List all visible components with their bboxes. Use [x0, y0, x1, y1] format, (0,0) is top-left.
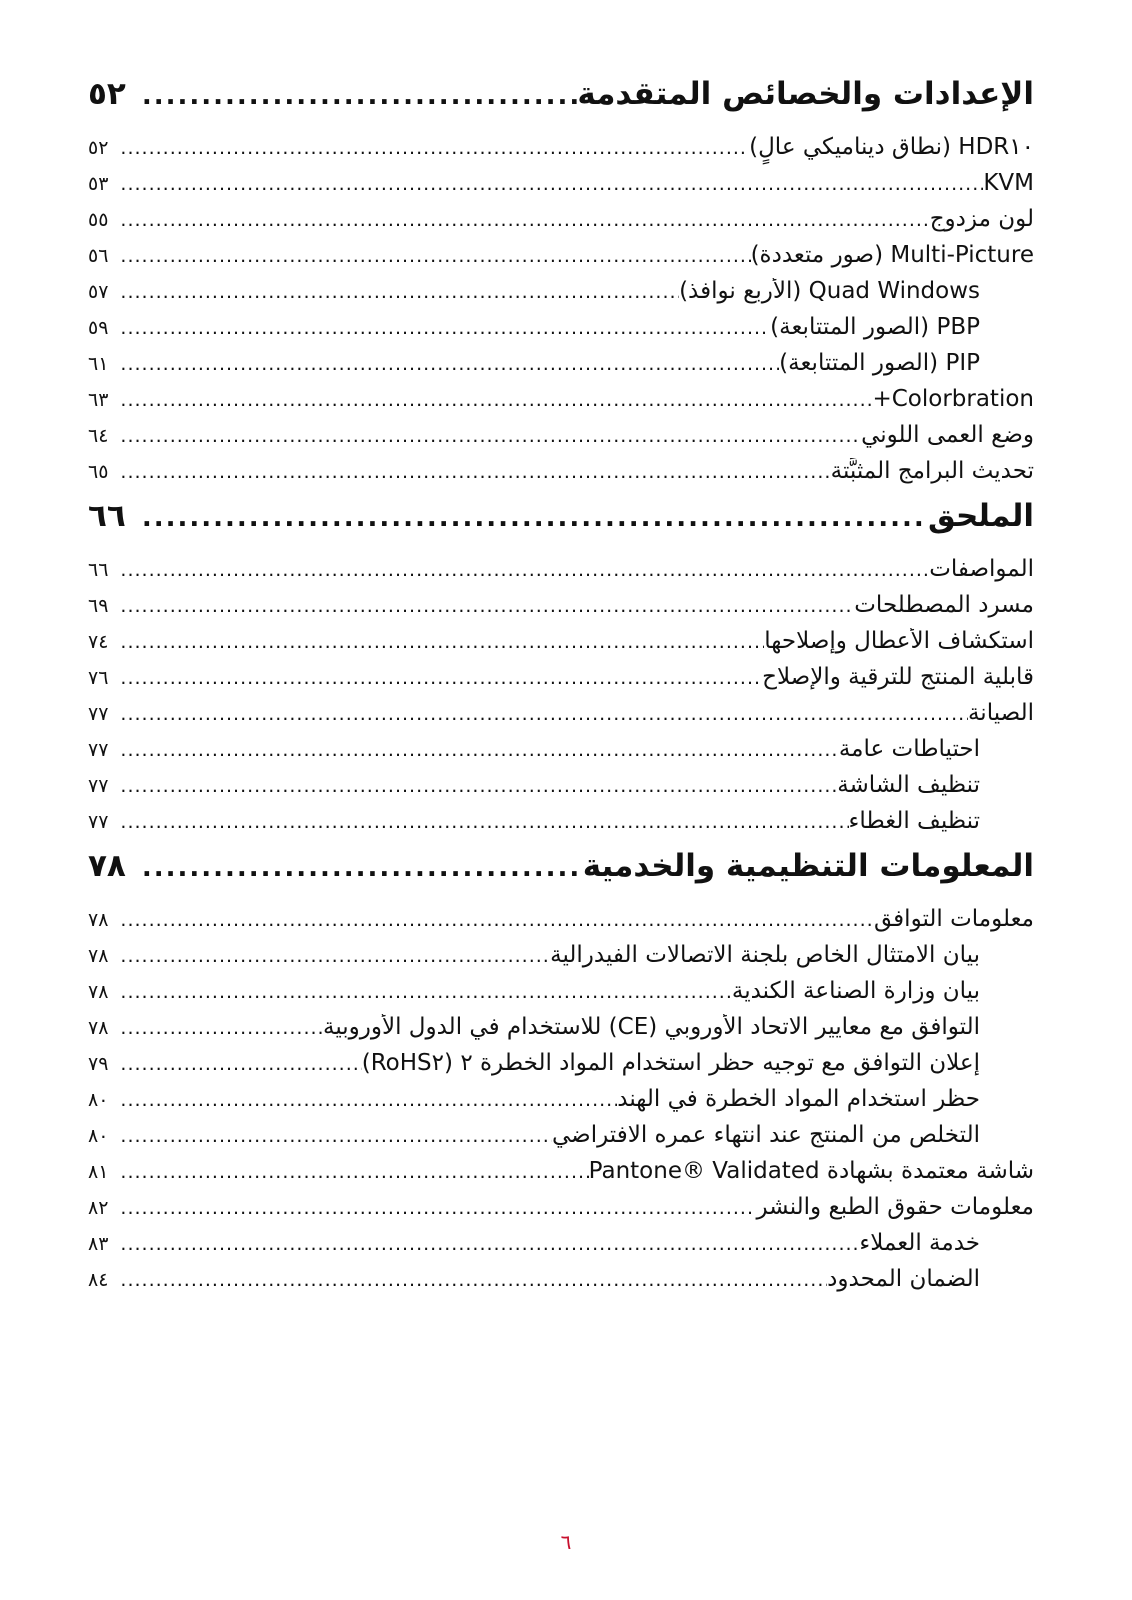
dot-leader [120, 245, 750, 267]
entry-page-number: ٥٧ [88, 281, 109, 303]
table-of-contents [88, 72, 1034, 1302]
entry-page-number: ٦٣ [88, 389, 109, 411]
entry-page-number: ٨٠ [88, 1089, 109, 1111]
section-page-number: ٥٢ [88, 76, 126, 112]
entry-title: بيان الامتثال الخاص بلجنة الاتصالات الفيدرالية [550, 942, 980, 968]
entry-title: الضمان المحدود [827, 1266, 980, 1292]
dot-leader [120, 1053, 361, 1075]
dot-leader [120, 137, 749, 159]
entry-title: خدمة العملاء [859, 1230, 980, 1256]
toc-entry[interactable] [88, 664, 1034, 700]
toc-section-heading[interactable] [88, 498, 1034, 556]
section-page-number: ٧٨ [88, 848, 126, 884]
dot-leader [120, 811, 848, 833]
entry-title: إعلان التوافق مع توجيه حظر استخدام المواد الخطرة ٢ (RoHS٢) [361, 1050, 980, 1076]
entry-title: KVM [983, 170, 1034, 196]
toc-section-heading[interactable] [88, 76, 1034, 134]
entry-page-number: ٧٩ [88, 1053, 109, 1075]
toc-entry[interactable] [88, 1050, 1034, 1086]
entry-title: قابلية المنتج للترقية والإصلاح [762, 664, 1034, 690]
entry-page-number: ٧٧ [88, 739, 109, 761]
toc-entry[interactable] [88, 736, 1034, 772]
entry-title: Multi-Picture (صور متعددة) [750, 242, 1034, 268]
dot-leader [120, 775, 837, 797]
entry-page-number: ٨٣ [88, 1233, 109, 1255]
toc-entry[interactable] [88, 134, 1034, 170]
dot-leader [120, 945, 550, 967]
entry-title: HDR١٠ (نطاق ديناميكي عالٍ) [749, 134, 1034, 160]
entry-title: لون مزدوج [929, 206, 1034, 232]
dot-leader [142, 81, 578, 111]
toc-entry[interactable] [88, 978, 1034, 1014]
toc-entry[interactable] [88, 1086, 1034, 1122]
dot-leader [120, 389, 872, 411]
entry-page-number: ٧٨ [88, 1017, 109, 1039]
dot-leader [120, 981, 731, 1003]
entry-page-number: ٨١ [88, 1161, 109, 1183]
section-page-number: ٦٦ [88, 498, 126, 534]
dot-leader [120, 909, 874, 931]
toc-entry[interactable] [88, 1230, 1034, 1266]
entry-title: Quad Windows (الأربع نوافذ) [679, 278, 980, 304]
entry-page-number: ٥٦ [88, 245, 109, 267]
entry-title: المواصفات [929, 556, 1034, 582]
entry-page-number: ٧٨ [88, 981, 109, 1003]
dot-leader [120, 1125, 552, 1147]
dot-leader [120, 1017, 323, 1039]
toc-entry[interactable] [88, 314, 1034, 350]
entry-page-number: ٧٧ [88, 775, 109, 797]
entry-title: احتياطات عامة [838, 736, 980, 762]
toc-entry[interactable] [88, 556, 1034, 592]
page-number: ٦ [560, 1530, 572, 1554]
toc-entry[interactable] [88, 1266, 1034, 1302]
entry-page-number: ٧٨ [88, 945, 109, 967]
entry-page-number: ٧٧ [88, 703, 109, 725]
dot-leader [120, 559, 929, 581]
entry-page-number: ٨٠ [88, 1125, 109, 1147]
dot-leader [142, 853, 583, 883]
toc-entry[interactable] [88, 592, 1034, 628]
toc-entry[interactable] [88, 942, 1034, 978]
dot-leader [120, 353, 779, 375]
dot-leader [120, 209, 929, 231]
entry-page-number: ٦١ [88, 353, 109, 375]
entry-page-number: ٦٩ [88, 595, 109, 617]
dot-leader [120, 281, 679, 303]
section-title: المعلومات التنظيمية والخدمية [582, 848, 1034, 884]
entry-title: تحديث البرامج المثبَّتة [830, 458, 1034, 484]
entry-title: تنظيف الغطاء [848, 808, 980, 834]
dot-leader [120, 1089, 617, 1111]
entry-page-number: ٥٢ [88, 137, 109, 159]
entry-page-number: ٦٥ [88, 461, 109, 483]
toc-entry[interactable] [88, 808, 1034, 844]
dot-leader [120, 1197, 756, 1219]
toc-entry[interactable] [88, 700, 1034, 736]
dot-leader [120, 595, 854, 617]
entry-page-number: ٨٢ [88, 1197, 109, 1219]
dot-leader [120, 1161, 588, 1183]
dot-leader [120, 667, 762, 689]
dot-leader [120, 173, 983, 195]
section-title: الإعدادات والخصائص المتقدمة [577, 76, 1034, 112]
toc-entry[interactable] [88, 422, 1034, 458]
entry-title: Colorbration+ [872, 386, 1034, 412]
entry-title: تنظيف الشاشة [837, 772, 980, 798]
entry-page-number: ٦٤ [88, 425, 109, 447]
toc-entry[interactable] [88, 458, 1034, 494]
dot-leader [120, 425, 861, 447]
entry-page-number: ٨٤ [88, 1269, 109, 1291]
section-title: الملحق [928, 498, 1034, 534]
toc-entry[interactable] [88, 242, 1034, 278]
entry-title: التخلص من المنتج عند انتهاء عمره الافتراضي [552, 1122, 980, 1148]
entry-page-number: ٥٥ [88, 209, 109, 231]
dot-leader [120, 703, 968, 725]
toc-entry[interactable] [88, 1122, 1034, 1158]
dot-leader [120, 631, 764, 653]
entry-title: PIP (الصور المتتابعة) [779, 350, 980, 376]
toc-entry[interactable] [88, 906, 1034, 942]
toc-entry[interactable] [88, 1194, 1034, 1230]
dot-leader [120, 739, 838, 761]
toc-entry[interactable] [88, 170, 1034, 206]
dot-leader [120, 461, 830, 483]
toc-entry[interactable] [88, 386, 1034, 422]
entry-page-number: ٧٦ [88, 667, 109, 689]
entry-title: حظر استخدام المواد الخطرة في الهند [617, 1086, 980, 1112]
entry-title: الصيانة [967, 700, 1034, 726]
dot-leader [120, 1269, 827, 1291]
entry-title: مسرد المصطلحات [854, 592, 1034, 618]
dot-leader [142, 503, 928, 533]
entry-title: وضع العمى اللوني [861, 422, 1034, 448]
toc-section-heading[interactable] [88, 848, 1034, 906]
entry-page-number: ٧٨ [88, 909, 109, 931]
entry-title: التوافق مع معايير الاتحاد الأوروبي (CE) للاستخدام في الدول الأوروبية [322, 1014, 980, 1040]
toc-entry[interactable] [88, 772, 1034, 808]
entry-title: بيان وزارة الصناعة الكندية [731, 978, 980, 1004]
entry-title: شاشة معتمدة بشهادة Pantone® Validated [588, 1158, 1034, 1184]
toc-entry[interactable] [88, 206, 1034, 242]
entry-page-number: ٥٣ [88, 173, 109, 195]
toc-entry[interactable] [88, 1158, 1034, 1194]
entry-page-number: ٧٧ [88, 811, 109, 833]
toc-entry[interactable] [88, 628, 1034, 664]
toc-entry[interactable] [88, 1014, 1034, 1050]
entry-page-number: ٥٩ [88, 317, 109, 339]
entry-title: استكشاف الأعطال وإصلاحها [764, 628, 1034, 654]
entry-page-number: ٦٦ [88, 559, 109, 581]
entry-page-number: ٧٤ [88, 631, 109, 653]
entry-title: PBP (الصور المتتابعة) [770, 314, 980, 340]
dot-leader [120, 317, 770, 339]
toc-entry[interactable] [88, 350, 1034, 386]
entry-title: معلومات حقوق الطبع والنشر [756, 1194, 1034, 1220]
dot-leader [120, 1233, 859, 1255]
entry-title: معلومات التوافق [874, 906, 1034, 932]
toc-entry[interactable] [88, 278, 1034, 314]
